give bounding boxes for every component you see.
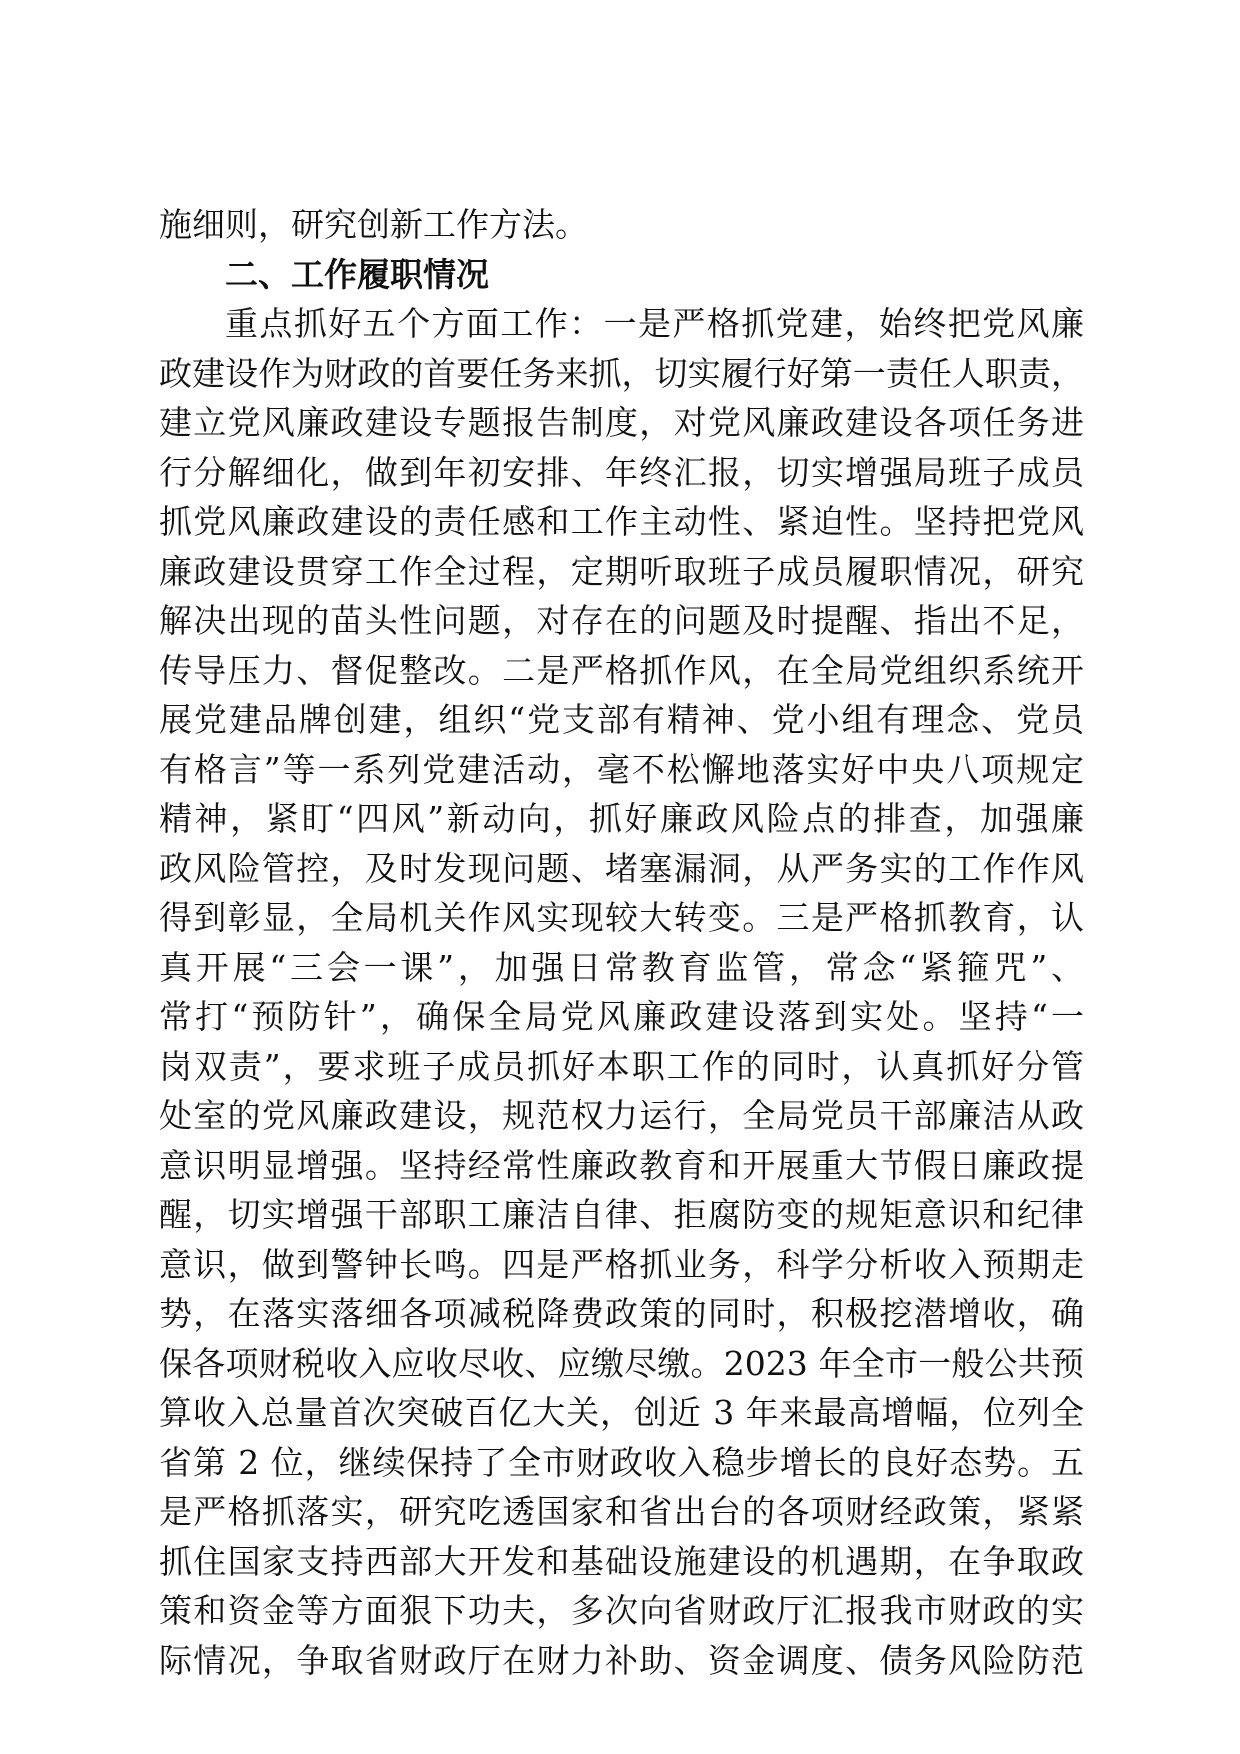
paragraph-line: 政建设作为财政的首要任务来抓，切实履行好第一责任人职责，	[159, 353, 1084, 393]
paragraph-line: 政风险管控，及时发现问题、堵塞漏洞，从严务实的工作作风	[159, 848, 1084, 888]
paragraph-line: 保各项财税收入应收尽收、应缴尽缴。2023 年全市一般公共预	[159, 1343, 1084, 1383]
paragraph-line: 抓党风廉政建设的责任感和工作主动性、紧迫性。坚持把党风	[159, 502, 1084, 541]
paragraph-line: 有格言”等一系列党建活动，毫不松懈地落实好中央八项规定	[159, 749, 1084, 789]
paragraph-line: 醒，切实增强干部职工廉洁自律、拒腐防变的规矩意识和纪律	[159, 1195, 1084, 1234]
paragraph-line: 岗双责”，要求班子成员抓好本职工作的同时，认真抓好分管	[159, 1046, 1084, 1086]
paragraph-line: 抓住国家支持西部大开发和基础设施建设的机遇期，在争取政	[159, 1541, 1084, 1581]
paragraph-line: 行分解细化，做到年初安排、年终汇报，切实增强局班子成员	[159, 452, 1084, 492]
paragraph-continuation-line: 施细则，研究创新工作方法。	[159, 205, 588, 244]
paragraph-first-line: 重点抓好五个方面工作：一是严格抓党建，始终把党风廉	[225, 304, 1084, 343]
paragraph-line: 算收入总量首次突破百亿大关，创近 3 年来最高增幅，位列全	[159, 1393, 1084, 1432]
paragraph-line: 处室的党风廉政建设，规范权力运行，全局党员干部廉洁从政	[159, 1096, 1084, 1135]
paragraph-line: 省第 2 位，继续保持了全市财政收入稳步增长的良好态势。五	[159, 1442, 1084, 1482]
paragraph-line: 传导压力、督促整改。二是严格抓作风，在全局党组织系统开	[159, 650, 1084, 690]
paragraph-line: 得到彰显，全局机关作风实现较大转变。三是严格抓教育，认	[159, 898, 1084, 937]
paragraph-line: 展党建品牌创建，组织“党支部有精神、党小组有理念、党员	[159, 700, 1084, 739]
paragraph-line: 势，在落实落细各项减税降费政策的同时，积极挖潜增收，确	[159, 1294, 1084, 1333]
paragraph-line: 常打“预防针”，确保全局党风廉政建设落到实处。坚持“一	[159, 997, 1084, 1036]
body-text	[159, 200, 1084, 1685]
paragraph-line: 意识，做到警钟长鸣。四是严格抓业务，科学分析收入预期走	[159, 1244, 1084, 1284]
paragraph-line: 精神，紧盯“四风”新动向，抓好廉政风险点的排查，加强廉	[159, 799, 1084, 838]
paragraph-line: 际情况，争取省财政厅在财力补助、资金调度、债务风险防范	[159, 1640, 1084, 1680]
paragraph-line: 廉政建设贯穿工作全过程，定期听取班子成员履职情况，研究	[159, 551, 1084, 591]
paragraph-line: 解决出现的苗头性问题，对存在的问题及时提醒、指出不足，	[159, 601, 1084, 640]
paragraph-line: 是严格抓落实，研究吃透国家和省出台的各项财经政策，紧紧	[159, 1492, 1084, 1531]
paragraph-line: 真开展“三会一课”，加强日常教育监管，常念“紧箍咒”、	[159, 947, 1084, 987]
paragraph-line: 策和资金等方面狠下功夫，多次向省财政厅汇报我市财政的实	[159, 1591, 1084, 1630]
paragraph-line: 意识明显增强。坚持经常性廉政教育和开展重大节假日廉政提	[159, 1145, 1084, 1185]
paragraph-line: 建立党风廉政建设专题报告制度，对党风廉政建设各项任务进	[159, 403, 1084, 442]
section-heading: 二、工作履职情况	[225, 254, 489, 294]
